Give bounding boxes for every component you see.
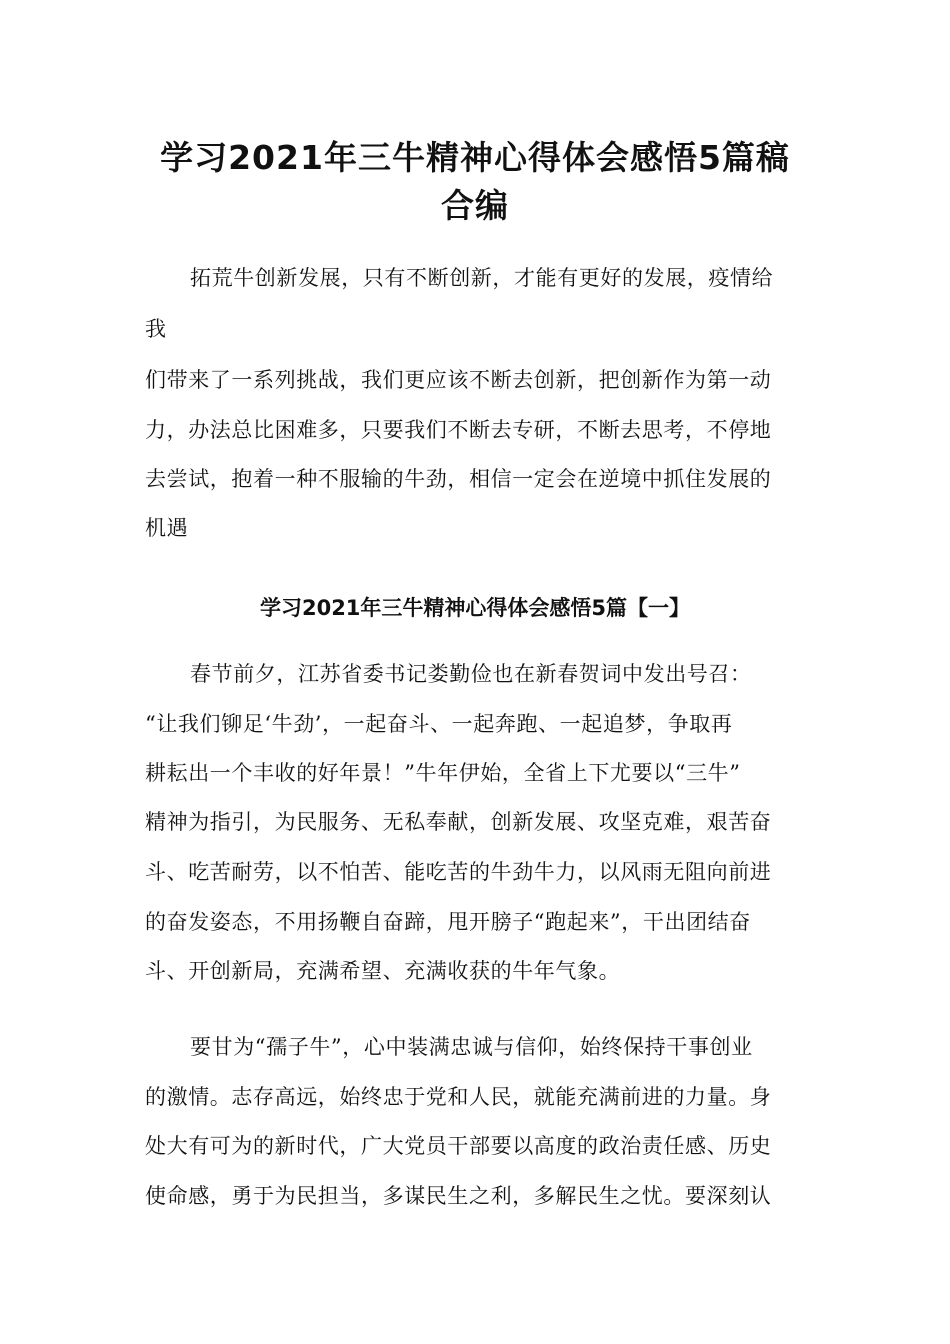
paragraph-2-line: 处大有可为的新时代，广大党员干部要以高度的政治责任感、历史 [145, 1134, 772, 1158]
intro-line: 拓荒牛创新发展，只有不断创新，才能有更好的发展，疫情给 [190, 266, 774, 290]
paragraph-1-line: 精神为指引，为民服务、无私奉献，创新发展、攻坚克难，艰苦奋 [145, 810, 772, 834]
paragraph-1-line: 的奋发姿态，不用扬鞭自奋蹄，甩开膀子“跑起来”，干出团结奋 [145, 910, 751, 934]
paragraph-1-line: 斗、开创新局，充满希望、充满收获的牛年气象。 [145, 959, 621, 983]
intro-line: 力，办法总比困难多，只要我们不断去专研，不断去思考，不停地 [145, 418, 772, 442]
paragraph-1-line: 耕耘出一个丰收的好年景！”牛年伊始，全省上下尤要以“三牛” [145, 761, 741, 785]
paragraph-1-line: 斗、吃苦耐劳，以不怕苦、能吃苦的牛劲牛力，以风雨无阻向前进 [145, 860, 772, 884]
paragraph-2-line: 的激情。志存高远，始终忠于党和人民，就能充满前进的力量。身 [145, 1085, 772, 1109]
document-title-line-1: 学习2021年三牛精神心得体会感悟5篇稿 [160, 138, 790, 177]
paragraph-1-line: “让我们铆足‘牛劲’，一起奋斗、一起奔跑、一起追梦，争取再 [145, 712, 733, 736]
paragraph-2-line: 使命感，勇于为民担当，多谋民生之利，多解民生之忧。要深刻认 [145, 1184, 772, 1208]
paragraph-2-line: 要甘为“孺子牛”，心中装满忠诚与信仰，始终保持干事创业 [190, 1035, 753, 1059]
intro-line: 我 [145, 317, 167, 341]
document-title-line-2: 合编 [441, 186, 509, 225]
intro-line: 们带来了一系列挑战，我们更应该不断去创新，把创新作为第一动 [145, 368, 772, 392]
paragraph-1-line: 春节前夕，江苏省委书记娄勤俭也在新春贺词中发出号召： [190, 662, 752, 686]
section-heading: 学习2021年三牛精神心得体会感悟5篇【一】 [259, 596, 691, 620]
intro-line: 去尝试，抱着一种不服输的牛劲，相信一定会在逆境中抓住发展的 [145, 467, 772, 491]
intro-line: 机遇 [145, 516, 189, 540]
